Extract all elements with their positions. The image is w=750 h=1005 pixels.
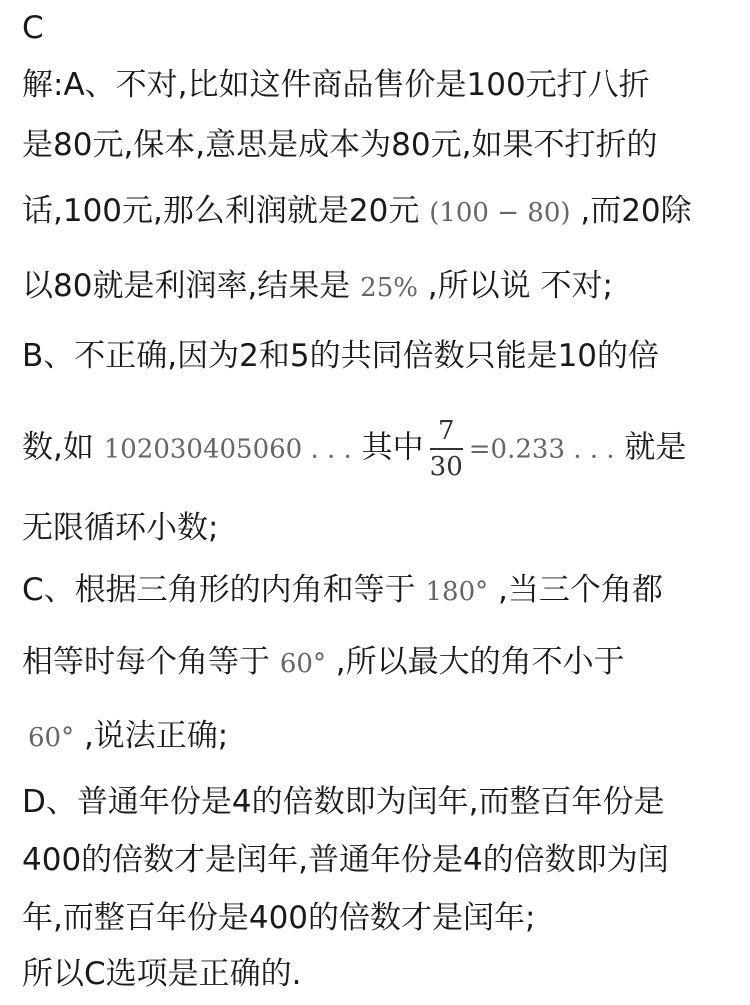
math-expression-100-minus-80: (100 − 80) (429, 198, 571, 228)
line-4-text-b: ,所以说 不对; (417, 268, 613, 304)
solution-line-7: 无限循环小数; (22, 510, 219, 546)
line-3-text-a: 话,100元,那么利润就是20元 (22, 193, 430, 229)
math-number-sequence: 102030405060 . . . (103, 434, 352, 465)
solution-line-5: B、不正确,因为2和5的共同倍数只能是10的倍 (22, 338, 660, 374)
line-6-text-a: 数,如 (22, 429, 104, 466)
solution-line-6 (22, 416, 732, 482)
solution-line-13: 年,而整百年份是400的倍数才是闰年; (22, 900, 536, 936)
line-9-text-a: 相等时每个角等于 (22, 644, 280, 680)
solution-line-8 (22, 570, 732, 612)
solution-line-9 (22, 642, 732, 684)
math-degrees-60-second: 60° (28, 723, 75, 753)
math-percent-25: 25% (360, 273, 418, 303)
solution-line-4 (22, 266, 732, 308)
line-6-text-b: 其中 (351, 429, 424, 466)
math-degrees-180: 180° (425, 577, 489, 607)
fraction-denominator: 30 (429, 452, 463, 482)
line-6-text-c: 就是 (614, 429, 687, 466)
line-9-text-b: ,所以最大的角不小于 (325, 644, 625, 680)
solution-line-1: 解:A、不对,比如这件商品售价是100元打八折 (22, 67, 650, 103)
solution-line-10 (22, 716, 732, 758)
solution-line-12: 400的倍数才是闰年,普通年份是4的倍数即为闰 (22, 842, 669, 878)
solution-line-2: 是80元,保本,意思是成本为80元,如果不打折的 (22, 127, 658, 163)
line-10-text-b: ,说法正确; (74, 718, 229, 754)
solution-line-3 (22, 191, 732, 233)
fraction-7-over-30 (430, 416, 463, 482)
math-decimal-result: =0.233 . . . (468, 434, 615, 465)
line-4-text-a: 以80就是利润率,结果是 (22, 268, 361, 304)
answer-letter: C (22, 10, 44, 46)
line-8-text-a: C、根据三角形的内角和等于 (22, 572, 426, 608)
math-degrees-60: 60° (279, 649, 326, 679)
fraction-bar (430, 448, 463, 450)
line-8-text-b: ,当三个角都 (488, 572, 663, 608)
fraction-numerator: 7 (437, 416, 455, 446)
line-3-text-b: ,而20除 (570, 193, 692, 229)
solution-line-14: 所以C选项是正确的. (22, 956, 302, 992)
solution-line-11: D、普通年份是4的倍数即为闰年,而整百年份是 (22, 784, 665, 820)
